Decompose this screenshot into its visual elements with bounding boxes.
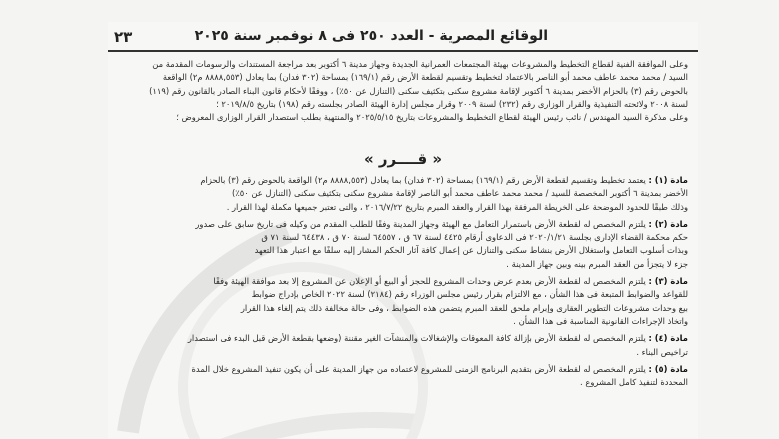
article-line: يلتزم المخصص له لقطعة الأرض باستمرار التعامل مع الهيئة وجهاز المدينة وفقًا للطلب المقدم من وكيله فى تاريخ سابق على صدور [195,218,646,229]
article-label: مادة (١) : [648,175,688,185]
preamble-line: وعلى الموافقة الفنية لقطاع التخطيط والمشروعات بهيئة المجتمعات العمرانية الجديدة وجهاز مدينة ٦ أكتوبر بعد مراجعة المستندات والرسومات المقدمة من [152,59,688,69]
article-line: حكم محكمة القضاء الإدارى بجلسة ٢٠٢٠/١/٢١ فى الدعاوى أرقام ٤٤٢٥ لسنة ٦٧ ق ، ٦٤٥٥٧ لسنة ٧٠ ق ، ٦٤٤٣٨ لسنة ٧١ ق [261,232,688,243]
article-line: بيع وحدات مشروعات التطوير العقارى وإبرام ملحق للعقد المبرم يتضمن هذه الضوابط ، وفى حالة مخالفة ذلك يتم إلغاء هذا القرار [240,302,688,313]
page-number: ٢٣ [114,28,133,46]
article-line: يلتزم المخصص له لقطعة الأرض بتقديم البرنامج الزمنى للمشروع لاعتماده من جهاز المدينة على أن يكون تنفيذ المشروع خلال المدة [191,363,646,374]
article-4 [128,332,688,359]
article-label: مادة (٥) : [648,363,688,374]
article-line: يلتزم المخصص له لقطعة الأرض بإزالة كافة المعوقات والإشغالات والمنشآت الغير مقننة (وضعها بقطعة الأرض قبل البدء فى استصدار [187,333,646,344]
preamble-line: السيد / محمد محمد عاطف محمد أبو الناصر بالاعتماد لتخطيط وتقسيم لقطعة الأرض رقم (١٦٩/١) بمساحة (٣٠٢ فدان) بما يعادل (٨٨٨٨,٥٥٣ م٢) الواقعة [162,72,688,83]
gazette-page [108,22,698,439]
preamble [128,58,688,124]
article-line: للقواعد والضوابط المتبعة فى هذا الشأن ، مع الالتزام بقرار رئيس مجلس الوزراء رقم (٢١٨٤) لسنة ٢٠٢٢ الخاص بإدراج ضوابط [251,289,688,300]
articles [128,174,688,393]
preamble-line: وعلى مذكرة السيد المهندس / نائب رئيس الهيئة لقطاع التخطيط والمشروعات بتاريخ ٢٠٢٥/٥/١٥ والمنتهية بطلب استصدار القرار الوزارى المعروض ؛ [176,112,688,123]
article-line: واتخاذ الإجراءات القانونية المناسبة فى هذا الشأن . [513,315,688,326]
gazette-title: الوقائع المصرية - العدد ٢٥٠ فى ٨ نوفمبر سنة ٢٠٢٥ [194,28,548,44]
decree-title: « قــــرر » [363,150,443,168]
article-label: مادة (٤) : [648,333,688,344]
article-line: الأخضر بمدينة ٦ أكتوبر المخصصة للسيد / محمد محمد عاطف محمد أبو الناصر لإقامة مشروع سكنى بتكثيف سكنى (التنازل عن ٥٠٪) [231,188,688,199]
article-line: تراخيص البناء . [636,346,688,357]
article-line: وذلك طبقًا للحدود الموضحة على الخريطة المرفقة بهذا القرار والعقد المبرم بتاريخ ٢٠١٦/٧/٢٢ ، والتى تعتبر جميعها مكملة لهذا القرار . [226,201,688,212]
page-header [108,28,698,48]
preamble-line: لسنة ٢٠٠٨ ولائحته التنفيذية والقرار الوزارى رقم (٢٣٢) لسنة ٢٠٠٩ وقرار مجلس إدارة الهيئة الصادر بجلسته رقم (١٩٨) بتاريخ ٢٠١٩/٨/٥ ؛ [216,98,688,109]
header-rule [108,50,698,52]
article-line: المحددة لتنفيذ كامل المشروع . [580,377,688,388]
article-line: وبذات أسلوب التعامل واستغلال الأرض بنشاط سكنى والتنازل عن إعمال كافة آثار الحكم المشار إليه سلفًا مع اعتبار هذا التعهد [254,245,688,256]
article-label: مادة (٢) : [648,218,688,229]
preamble-line: بالحوض رقم (٣) بالحزام الأخضر بمدينة ٦ أكتوبر لإقامة مشروع سكنى بتكثيف سكنى (التنازل عن ٥٠٪) ، ووفقًا لأحكام قانون البناء الصادر بالقانون رقم (١١٩) [149,85,688,96]
article-line: جزء لا يتجزأ من العقد المبرم بينه وبين جهاز المدينة . [506,258,688,269]
article-3 [128,275,688,328]
article-2 [128,218,688,271]
article-5 [128,363,688,390]
article-label: مادة (٣) : [648,276,688,287]
article-line: يلتزم المخصص له لقطعة الأرض بعدم عرض وحدات المشروع للحجز أو البيع أو الإعلان عن المشروع إلا بعد موافقة الهيئة وفقًا [213,276,646,287]
article-line: يعتمد تخطيط وتقسيم لقطعة الأرض رقم (١٦٩/١) بمساحة (٣٠٢ فدان) بما يعادل (٨٨٨٨,٥٥٣ م٢) الواقعة بالحوض رقم (٣) بالحزام [200,175,646,185]
article-1 [128,174,688,214]
